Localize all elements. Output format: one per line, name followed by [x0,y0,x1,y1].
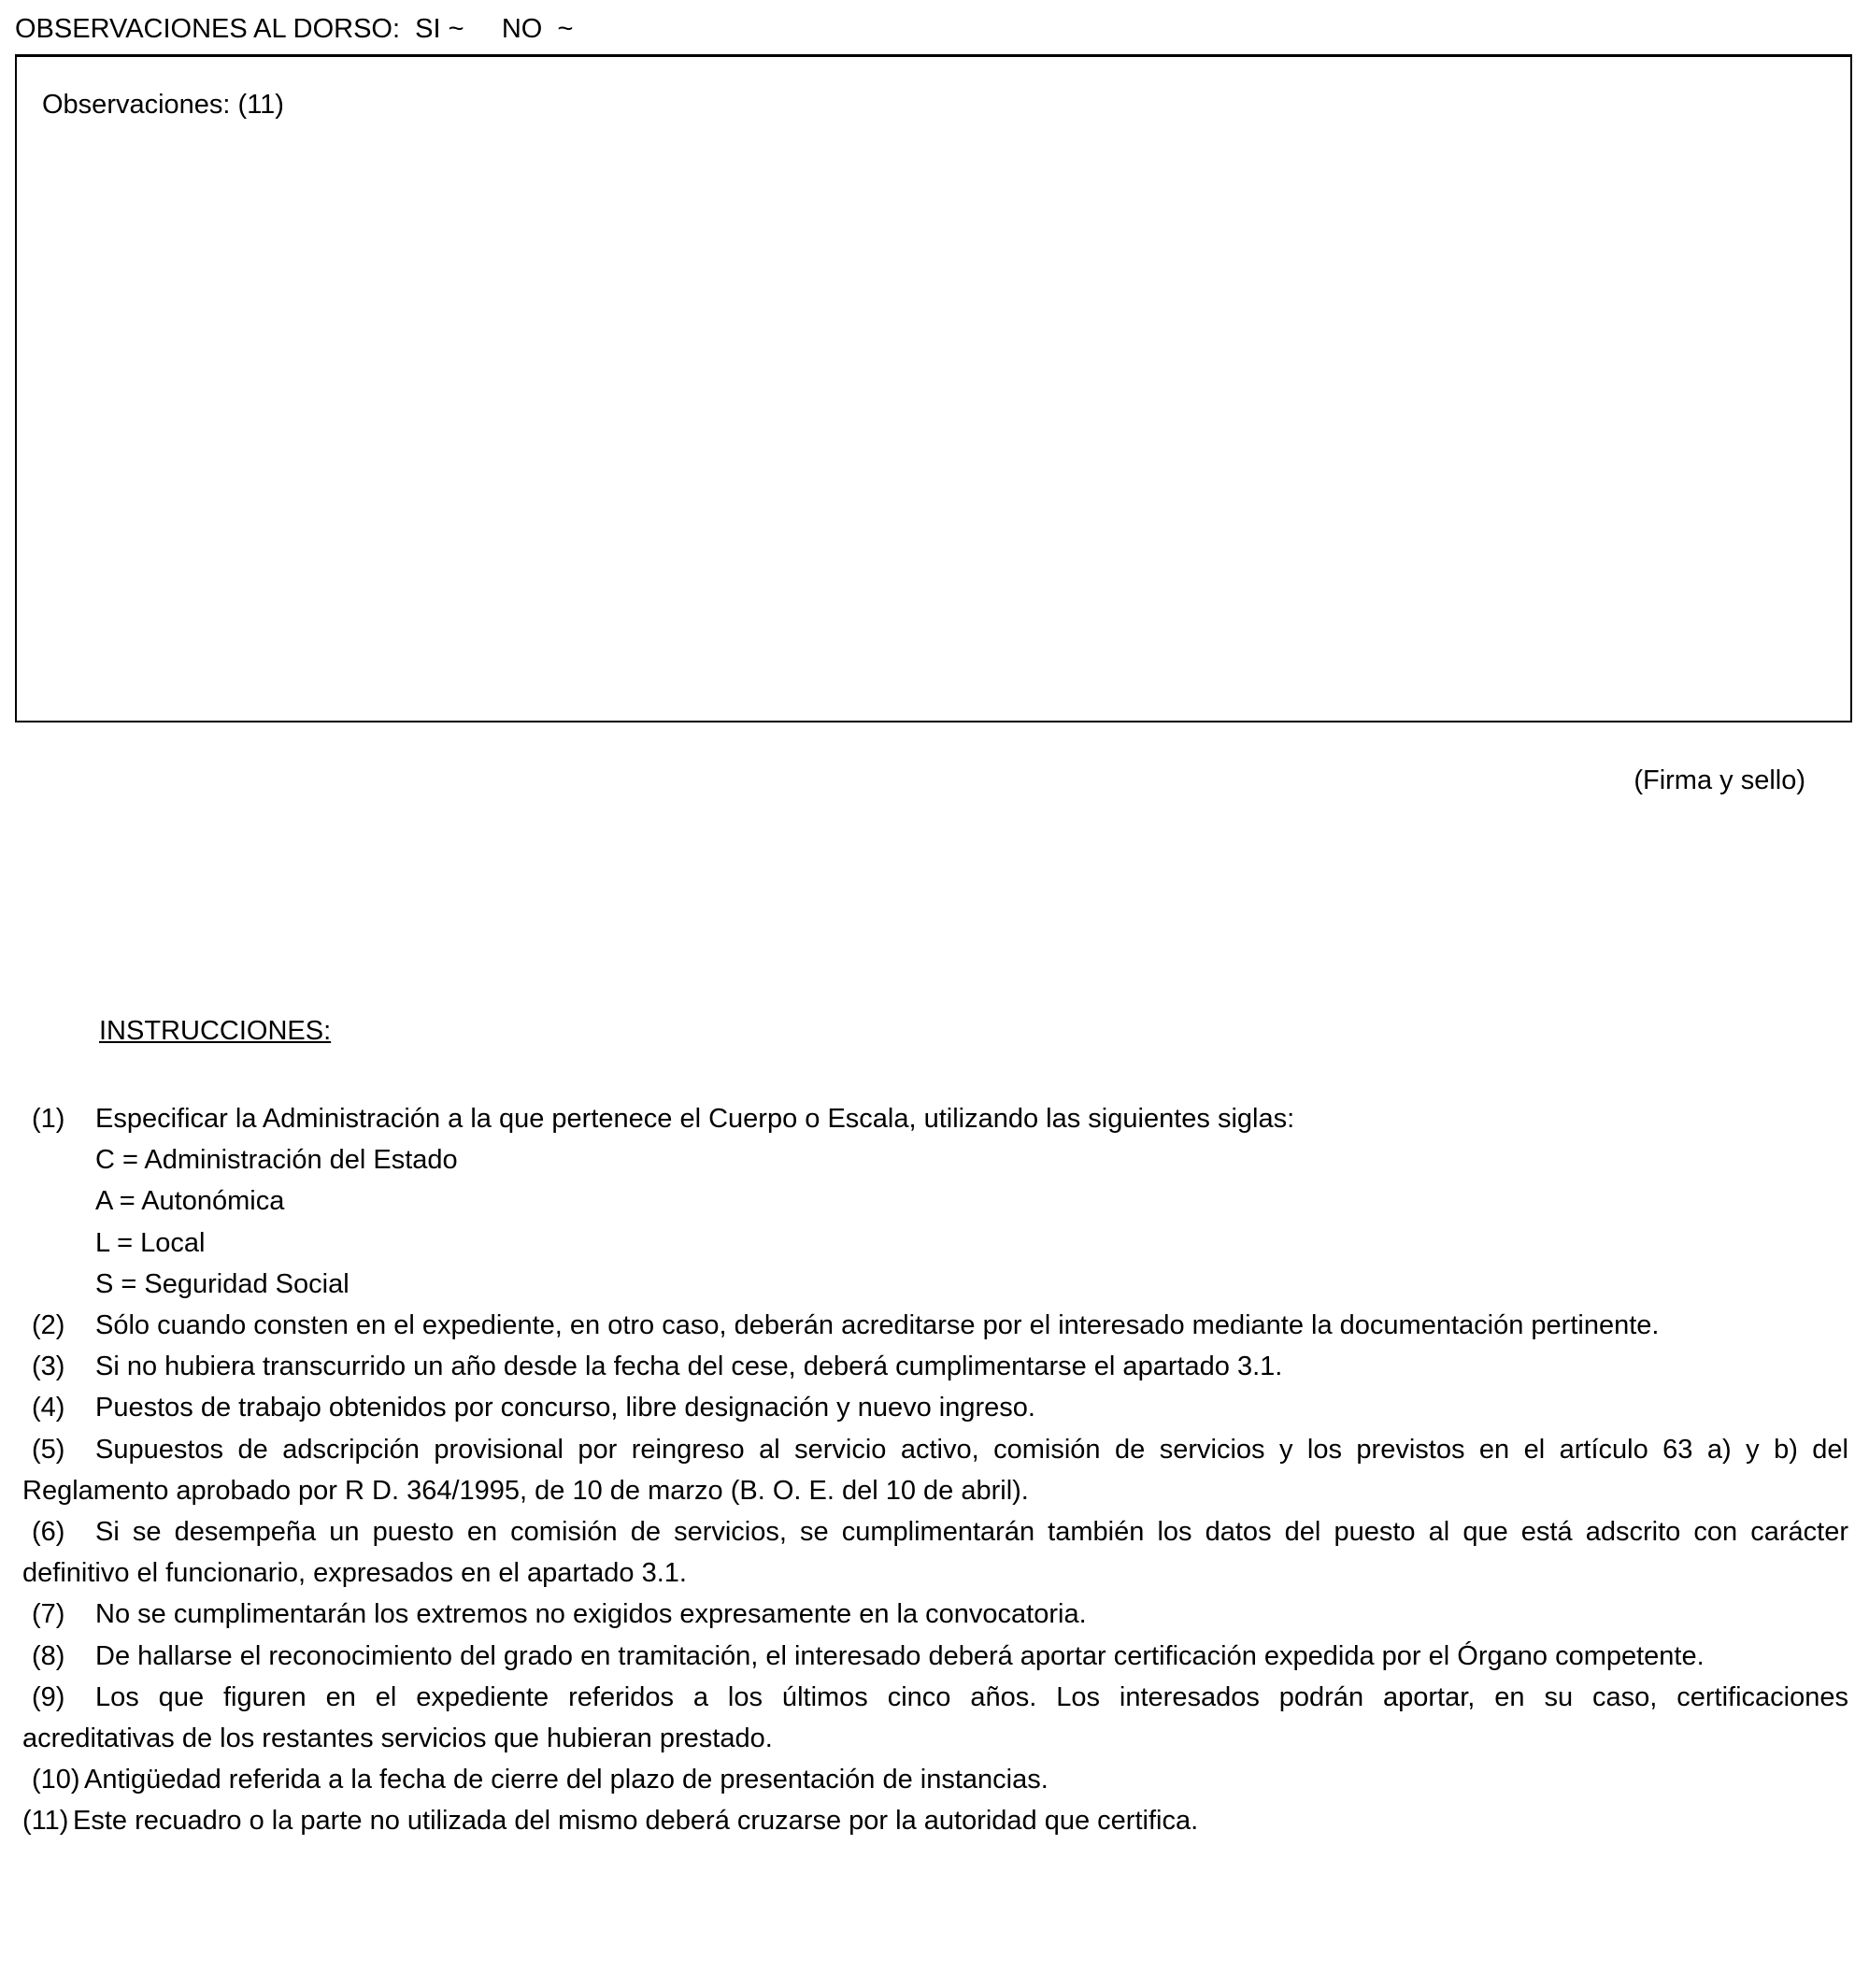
instruction-line: De hallarse el reconocimiento del grado en tramitación, el interesado deberá aportar certificación expedida por el Órgano competente. [95,1640,1705,1671]
instruction-line: Este recuadro o la parte no utilizada del mismo deberá cruzarse por la autoridad que certifica. [73,1806,1199,1837]
instructions-title: INSTRUCCIONES: [99,1016,332,1046]
instruction-number: (11) [22,1806,69,1837]
instruction-number: (7) [32,1599,65,1630]
instruction-number: (3) [32,1352,65,1382]
instruction-line: L = Local [95,1227,206,1258]
signature-label: (Firma y sello) [1634,765,1805,795]
instruction-line: definitivo el funcionario, expresados en el apartado 3.1. [22,1558,687,1589]
instruction-line: Supuestos de adscripción provisional por reingreso al servicio activo, comisión de servicios y los previstos en el artículo 63 a) y b) del [95,1434,1848,1465]
instruction-number: (1) [32,1104,65,1134]
observaciones-dorso-header: OBSERVACIONES AL DORSO: SI ~ NO ~ [15,14,574,44]
instruction-line: S = Seguridad Social [95,1268,350,1299]
instruction-line: Si se desempeña un puesto en comisión de servicios, se cumplimentarán también los datos del puesto al que está adscrito con carácter [95,1517,1848,1547]
instruction-line: acreditativas de los restantes servicios que hubieran prestado. [22,1723,773,1753]
instruction-number: (9) [32,1681,65,1712]
instruction-number: (2) [32,1310,65,1340]
instruction-number: (8) [32,1640,65,1671]
instruction-line: No se cumplimentarán los extremos no exigidos expresamente en la convocatoria. [95,1599,1087,1630]
observaciones-label: Observaciones: (11) [42,90,284,120]
instruction-line: Reglamento aprobado por R D. 364/1995, de 10 de marzo (B. O. E. del 10 de abril). [22,1475,1029,1506]
instruction-line: Especificar la Administración a la que pertenece el Cuerpo o Escala, utilizando las siguientes siglas: [95,1104,1295,1134]
instruction-line: Antigüedad referida a la fecha de cierre del plazo de presentación de instancias. [84,1765,1049,1795]
instruction-line: Puestos de trabajo obtenidos por concurso, libre designación y nuevo ingreso. [95,1393,1035,1423]
instruction-number: (5) [32,1434,65,1465]
instruction-number: (10) [32,1765,80,1795]
instruction-number: (4) [32,1393,65,1423]
instruction-line: Sólo cuando consten en el expediente, en otro caso, deberán acreditarse por el interesado mediante la documentación pertinente. [95,1310,1660,1340]
instruction-number: (6) [32,1517,65,1547]
instruction-line: C = Administración del Estado [95,1145,458,1176]
instruction-line: Los que figuren en el expediente referidos a los últimos cinco años. Los interesados podrán aportar, en su caso, certificaciones [95,1681,1848,1712]
instruction-line: A = Autonómica [95,1186,285,1217]
observaciones-box [15,54,1852,722]
instruction-line: Si no hubiera transcurrido un año desde la fecha del cese, deberá cumplimentarse el apartado 3.1. [95,1352,1283,1382]
